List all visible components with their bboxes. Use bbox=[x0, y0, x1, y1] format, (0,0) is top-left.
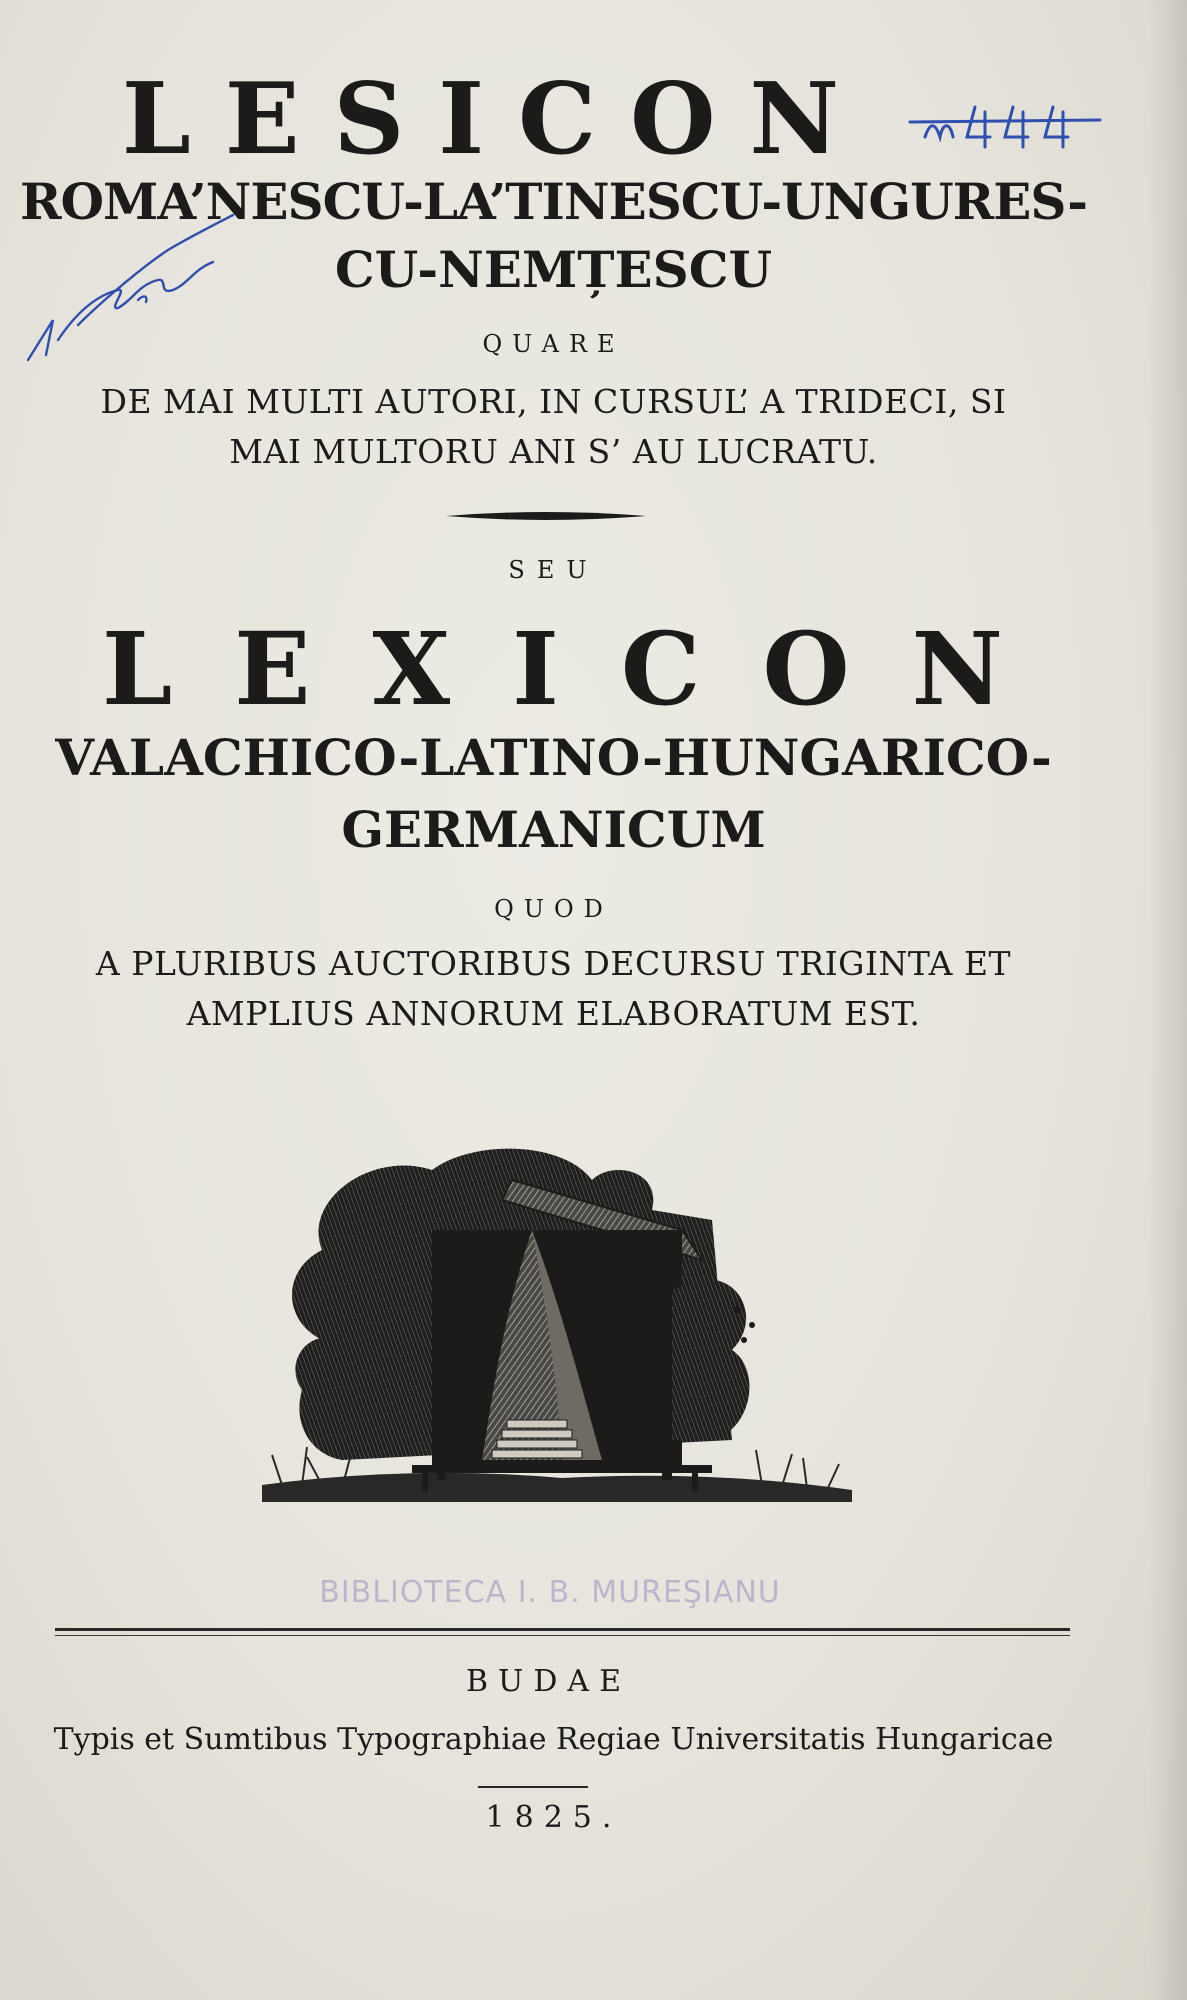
imprint-rule-thin bbox=[55, 1635, 1070, 1636]
description-latin-line2: AMPLIUS ANNORUM ELABORATUM EST. bbox=[186, 994, 921, 1033]
subtitle-latin-line2: GERMANICUM bbox=[341, 800, 766, 859]
imprint-printer: Typis et Sumtibus Typographiae Regiae Universitatis Hungaricae bbox=[53, 1722, 1054, 1757]
subtitle-latin-line1: VALACHICO-LATINO-HUNGARICO- bbox=[55, 728, 1052, 787]
description-romanian-line1: DE MAI MULTI AUTORI, IN CURSUL’ A TRIDECI, SI bbox=[100, 382, 1007, 421]
imprint-place: BUDAE bbox=[466, 1664, 631, 1699]
arbor-shelter-engraving-icon bbox=[262, 1140, 852, 1510]
imprint-rule-small bbox=[478, 1786, 588, 1788]
description-latin-line1: A PLURIBUS AUCTORIBUS DECURSU TRIGINTA ET bbox=[95, 944, 1012, 983]
spine-shadow bbox=[1147, 0, 1187, 2000]
handwritten-shelf-mark bbox=[905, 92, 1110, 162]
title-latin: LEXICON bbox=[101, 610, 1065, 728]
connector-quod: QUOD bbox=[494, 895, 613, 923]
subtitle-romanian-line2: CU-NEMȚESCU bbox=[334, 240, 773, 299]
title-romanian: LESICON bbox=[121, 62, 874, 177]
subtitle-romanian-line1: ROMA’NESCU-LA’TINESCU-UNGURES- bbox=[19, 172, 1088, 231]
separator-seu: SEU bbox=[508, 556, 599, 584]
imprint-year: 1825. bbox=[485, 1800, 622, 1835]
library-stamp: BIBLIOTECA I. B. MUREŞIANU bbox=[319, 1575, 781, 1610]
handwritten-signature bbox=[18, 200, 248, 370]
imprint-rule-thick bbox=[55, 1628, 1070, 1631]
ornamental-rule-icon bbox=[446, 510, 646, 522]
connector-quare: QUARE bbox=[482, 330, 625, 358]
description-romanian-line2: MAI MULTORU ANI S’ AU LUCRATU. bbox=[229, 432, 878, 471]
